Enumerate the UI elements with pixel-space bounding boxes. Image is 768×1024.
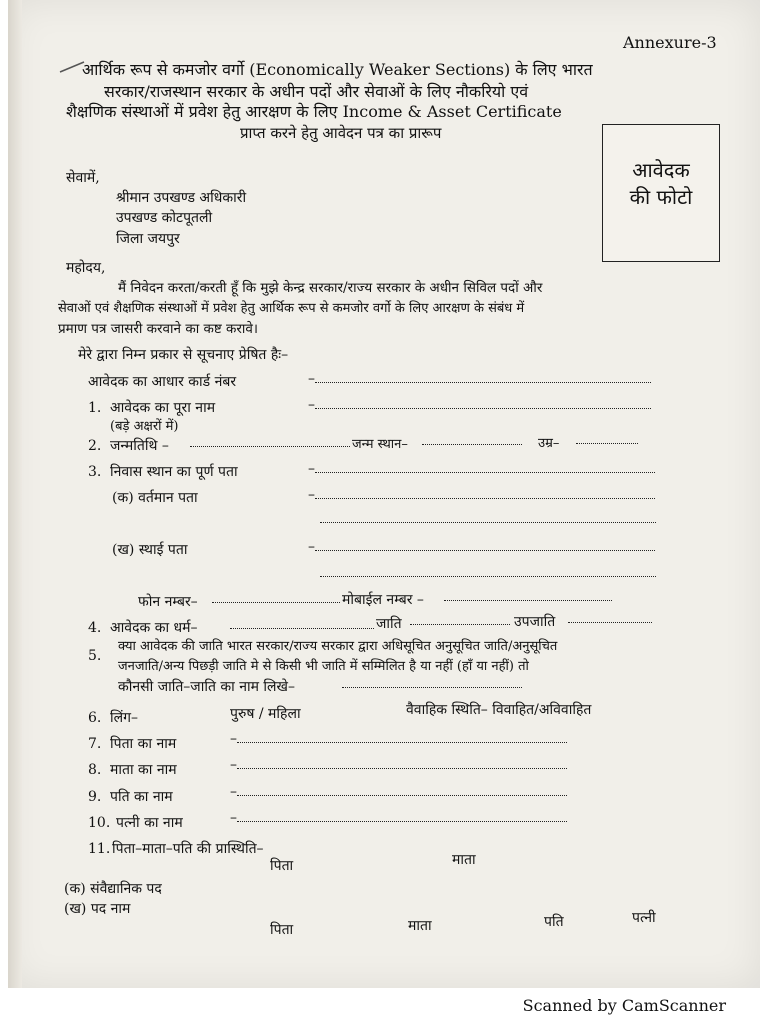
religion-field[interactable]	[230, 616, 374, 633]
col2-father: पिता	[270, 922, 294, 938]
heading-line-3: शैक्षणिक संस्थाओं में प्रवेश हेतु आरक्षण के लिए Income & Asset Certificate	[66, 102, 562, 121]
address-line-2: उपखण्ड कोटपूतली	[116, 210, 213, 226]
aadhaar-label: आवेदक का आधार कार्ड नंबर	[88, 374, 237, 390]
dash: –	[308, 487, 315, 503]
dash: –	[308, 461, 315, 477]
heading-line-1: आर्थिक रूप से कमजोर वर्गो (Economically Weaker Sections) के लिए भारत	[82, 60, 593, 79]
item-number-6: 6.	[88, 710, 102, 726]
col-father: पिता	[270, 858, 294, 874]
permanent-address-field[interactable]	[308, 538, 655, 555]
photo-label-2: की फोटो	[629, 185, 693, 209]
caste-field[interactable]	[410, 612, 510, 629]
religion-label: आवेदक का धर्म–	[110, 620, 198, 636]
dash: –	[308, 539, 315, 555]
applicant-photo-box	[602, 124, 720, 262]
item-number-7: 7.	[88, 736, 102, 752]
subcaste-label: उपजाति	[514, 614, 556, 630]
father-field[interactable]	[230, 730, 567, 747]
dash: –	[308, 397, 315, 413]
q5-line-1: क्या आवेदक की जाति भारत सरकार/राज्य सरकार द्वारा अधिसूचित अनुसूचित जाति/अनुसूचित	[118, 639, 558, 654]
birthplace-field[interactable]	[422, 432, 522, 449]
address-full-label: निवास स्थान का पूर्ण पता	[110, 464, 238, 480]
annexure-label: Annexure-3	[623, 33, 717, 52]
gender-options[interactable]: पुरुष / महिला	[230, 706, 301, 722]
name-note: (बड़े अक्षरों में)	[110, 419, 179, 434]
permanent-address-label: (ख) स्थाई पता	[112, 542, 188, 558]
item-number-8: 8.	[88, 762, 102, 778]
birthplace-label: जन्म स्थान–	[352, 437, 408, 452]
marital-status[interactable]: वैवाहिक स्थिति– विवाहित/अविवाहित	[406, 702, 592, 718]
dash: –	[308, 371, 315, 387]
address-to: सेवामें,	[66, 170, 100, 186]
constitutional-post-label: (क) संवैद्यानिक पद	[64, 881, 162, 897]
phone-field[interactable]	[212, 590, 340, 607]
heading-line-4: प्राप्त करने हेतु आवेदन पत्र का प्रारूप	[240, 124, 442, 142]
dash: –	[230, 757, 237, 773]
col2-husband: पति	[544, 914, 564, 930]
dash: –	[230, 731, 237, 747]
gender-label: लिंग–	[110, 710, 138, 726]
item-number-11: 11.	[88, 841, 111, 857]
item-number-10: 10.	[88, 815, 111, 831]
body-line-3: प्रमाण पत्र जासरी करवाने का कष्ट करावे।	[58, 321, 259, 337]
mobile-label: मोबाईल नम्बर –	[342, 592, 424, 608]
col-mother: माता	[452, 852, 476, 868]
item-number-9: 9.	[88, 789, 102, 805]
address-line-1: श्रीमान उपखण्ड अधिकारी	[116, 190, 247, 206]
intro-text: मेरे द्वारा निम्न प्रकार से सूचनाए प्रेषित हैः–	[78, 347, 289, 363]
parents-status-label: पिता–माता–पति की प्रास्थिति–	[112, 841, 264, 857]
mother-field[interactable]	[230, 756, 567, 773]
body-line-2: सेवाओं एवं शैक्षणिक संस्थाओं में प्रवेश हेतु आर्थिक रूप से कमजोर वर्गो के लिए आरक्षण के संबंध में	[58, 301, 525, 316]
item-number-3: 3.	[88, 464, 102, 480]
mobile-field[interactable]	[444, 588, 612, 605]
post-name-label: (ख) पद नाम	[64, 901, 131, 917]
address-line-3: जिला जयपुर	[116, 231, 180, 247]
phone-label: फोन नम्बर–	[138, 594, 198, 610]
current-address-label: (क) वर्तमान पता	[112, 490, 198, 506]
caste-label: जाति	[376, 616, 402, 632]
item-number-1: 1.	[88, 400, 102, 416]
photo-label-1: आवेदक	[632, 158, 690, 182]
age-label: उम्र–	[538, 436, 560, 451]
father-label: पिता का नाम	[110, 736, 177, 752]
page-edge	[8, 0, 22, 988]
item-number-4: 4.	[88, 620, 102, 636]
item-number-2: 2.	[88, 438, 102, 454]
mother-label: माता का नाम	[110, 762, 177, 778]
aadhaar-field[interactable]	[308, 370, 651, 387]
husband-label: पति का नाम	[110, 789, 173, 805]
q5-line-3: कौनसी जाति–जाति का नाम लिखे–	[118, 679, 295, 695]
dob-label: जन्मतिथि –	[110, 438, 169, 454]
col2-mother: माता	[408, 918, 432, 934]
subcaste-field[interactable]	[568, 610, 652, 627]
address-full-field[interactable]	[308, 460, 655, 477]
item-number-5: 5.	[88, 648, 102, 664]
age-field[interactable]	[576, 431, 638, 448]
dash: –	[230, 810, 237, 826]
dob-field[interactable]	[190, 434, 350, 451]
q5-line-2: जनजाति/अन्य पिछड़ी जाति मे से किसी भी जाति में सम्मिलित है या नहीं (हाँ या नहीं) तो	[118, 659, 529, 674]
scanned-by-label: Scanned by CamScanner	[522, 996, 726, 1015]
current-address-field-2[interactable]	[320, 510, 656, 527]
wife-field[interactable]	[230, 809, 567, 826]
col2-wife: पत्नी	[632, 910, 656, 926]
heading-line-2: सरकार/राजस्थान सरकार के अधीन पदों और सेवाओं के लिए नौकरियो एवं	[104, 82, 529, 101]
footer-bar	[0, 988, 768, 1024]
name-label: आवेदक का पूरा नाम	[110, 400, 216, 416]
salutation: महोदय,	[66, 260, 106, 276]
husband-field[interactable]	[230, 783, 567, 800]
body-line-1: मैं निवेदन करता/करती हूँ कि मुझे केन्द्र सरकार/राज्य सरकार के अधीन सिविल पदों और	[118, 280, 543, 296]
wife-label: पत्नी का नाम	[116, 815, 183, 831]
current-address-field[interactable]	[308, 486, 655, 503]
dash: –	[230, 784, 237, 800]
caste-name-field[interactable]	[342, 675, 522, 692]
permanent-address-field-2[interactable]	[320, 564, 656, 581]
document-page	[8, 0, 760, 988]
name-field[interactable]	[308, 396, 651, 413]
